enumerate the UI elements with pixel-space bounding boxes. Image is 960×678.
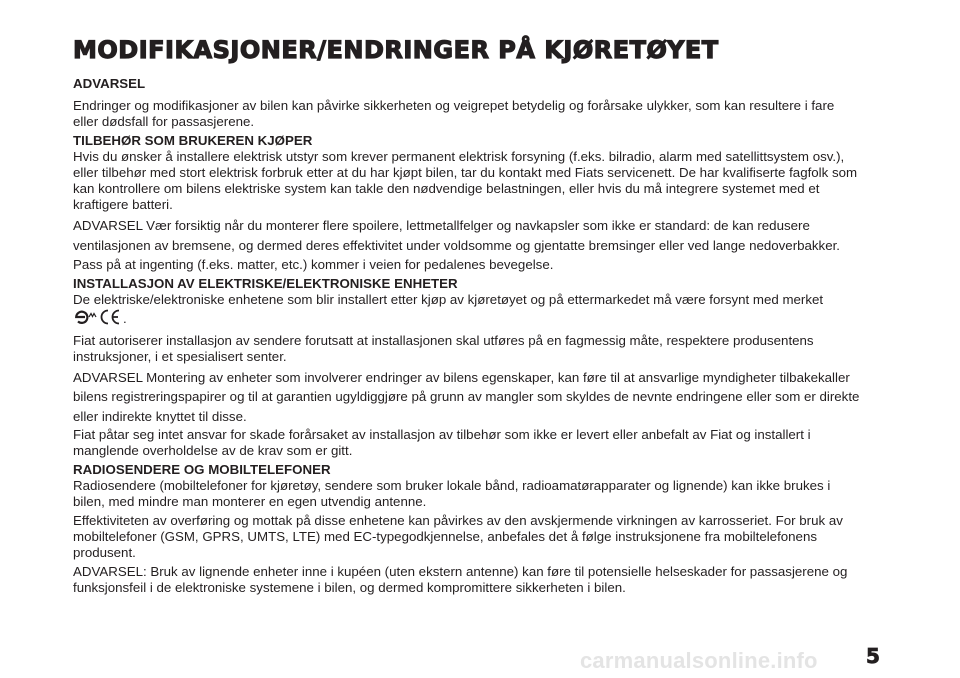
section-heading-advarsel: ADVARSEL	[73, 76, 146, 91]
watermark: carmanualsonline.info	[580, 648, 818, 673]
paragraph: Fiat påtar seg intet ansvar for skade forårsaket av installasjon av tilbehør som ikke er levert eller anbefalt av Fiat og installert i manglende overholdelse av de krav som er gitt.	[73, 427, 811, 458]
paragraph-with-mark	[73, 292, 863, 330]
page-number: 5	[866, 644, 880, 668]
document-page	[73, 36, 863, 599]
paragraph-text-end: .	[123, 310, 127, 326]
section-heading-accessories: TILBEHØR SOM BRUKEREN KJØPER	[73, 133, 313, 148]
paragraph: Hvis du ønsker å installere elektrisk utstyr som krever permanent elektrisk forsyning (f.eks. bilradio, alarm med satellittsystem osv.), eller tilbehør med stort elektrisk forbruk etter at du har kjøpt bilen, tar du kontakt med Fiats servicenett. De har kvalifiserte fagfolk som kan kontrollere om bilens elektriske system kan takle den nødvendige belastningen, eller hvis du må integrere systemet med et kraftigere batteri.	[73, 149, 858, 212]
section-heading-radio: RADIOSENDERE OG MOBILTELEFONER	[73, 462, 331, 477]
paragraph: Fiat autoriserer installasjon av sendere forutsatt at installasjonen skal utføres på en fagmessig måte, respektere produsentens instruksjoner, i et spesialisert senter.	[73, 332, 814, 364]
paragraph-warning: ADVARSEL Vær forsiktig når du monterer flere spoilere, lettmetallfelger og navkapsler som ikke er standard: de kan redusere ventilasjonen av bremsene, og dermed deres effektivitet under voldsomme og gjentatte bremsinger eller ved lange nedoverbakker. Pass på at ingenting (f.eks. matter, etc.) kommer i veien for pedalenes bevegelse.	[73, 218, 840, 272]
ce-mark-icon	[99, 308, 121, 330]
paragraph: Radiosendere (mobiltelefoner for kjøretøy, sendere som bruker lokale bånd, radioamatørapparater og lignende) kan ikke brukes i bilen, med mindre man monterer en egen utvendig antenne.	[73, 478, 831, 509]
page-title: MODIFIKASJONER/ENDRINGER PÅ KJØRETØYET	[73, 36, 719, 64]
paragraph-text: De elektriske/elektroniske enhetene som blir installert etter kjøp av kjøretøyet og på ettermarkedet må være forsynt med merket	[73, 291, 824, 307]
section-heading-installation: INSTALLASJON AV ELEKTRISKE/ELEKTRONISKE ENHETER	[73, 275, 458, 291]
paragraph-warning: ADVARSEL Montering av enheter som involverer endringer av bilens egenskaper, kan føre til at ansvarlige myndigheter tilbakekaller bilens registreringspapirer og til at garantien ugyldiggjøre på grunn av mangler som skyldes de nevnte endringene eller som er direkte eller indirekte knyttet til disse.	[73, 369, 860, 424]
paragraph: Endringer og modifikasjoner av bilen kan påvirke sikkerheten og veigrepet betydelig og forårsake ulykker, som kan resultere i fare eller dødsfall for passasjerene.	[73, 98, 835, 129]
paragraph-warning: ADVARSEL: Bruk av lignende enheter inne i kupéen (uten ekstern antenne) kan føre til potensielle helseskader for passasjerene og funksjonsfeil i de elektroniske systemene i bilen, og dermed kompromittere sikkerheten i bilen.	[73, 564, 848, 595]
paragraph: Effektiviteten av overføring og mottak på disse enhetene kan påvirkes av den avskjermende virkningen av karrosseriet. For bruk av mobiltelefoner (GSM, GPRS, UMTS, LTE) med EC-typegodkjennelse, anbefales det å følge instruksjonene fra mobiltelefonens produsent.	[73, 513, 843, 560]
